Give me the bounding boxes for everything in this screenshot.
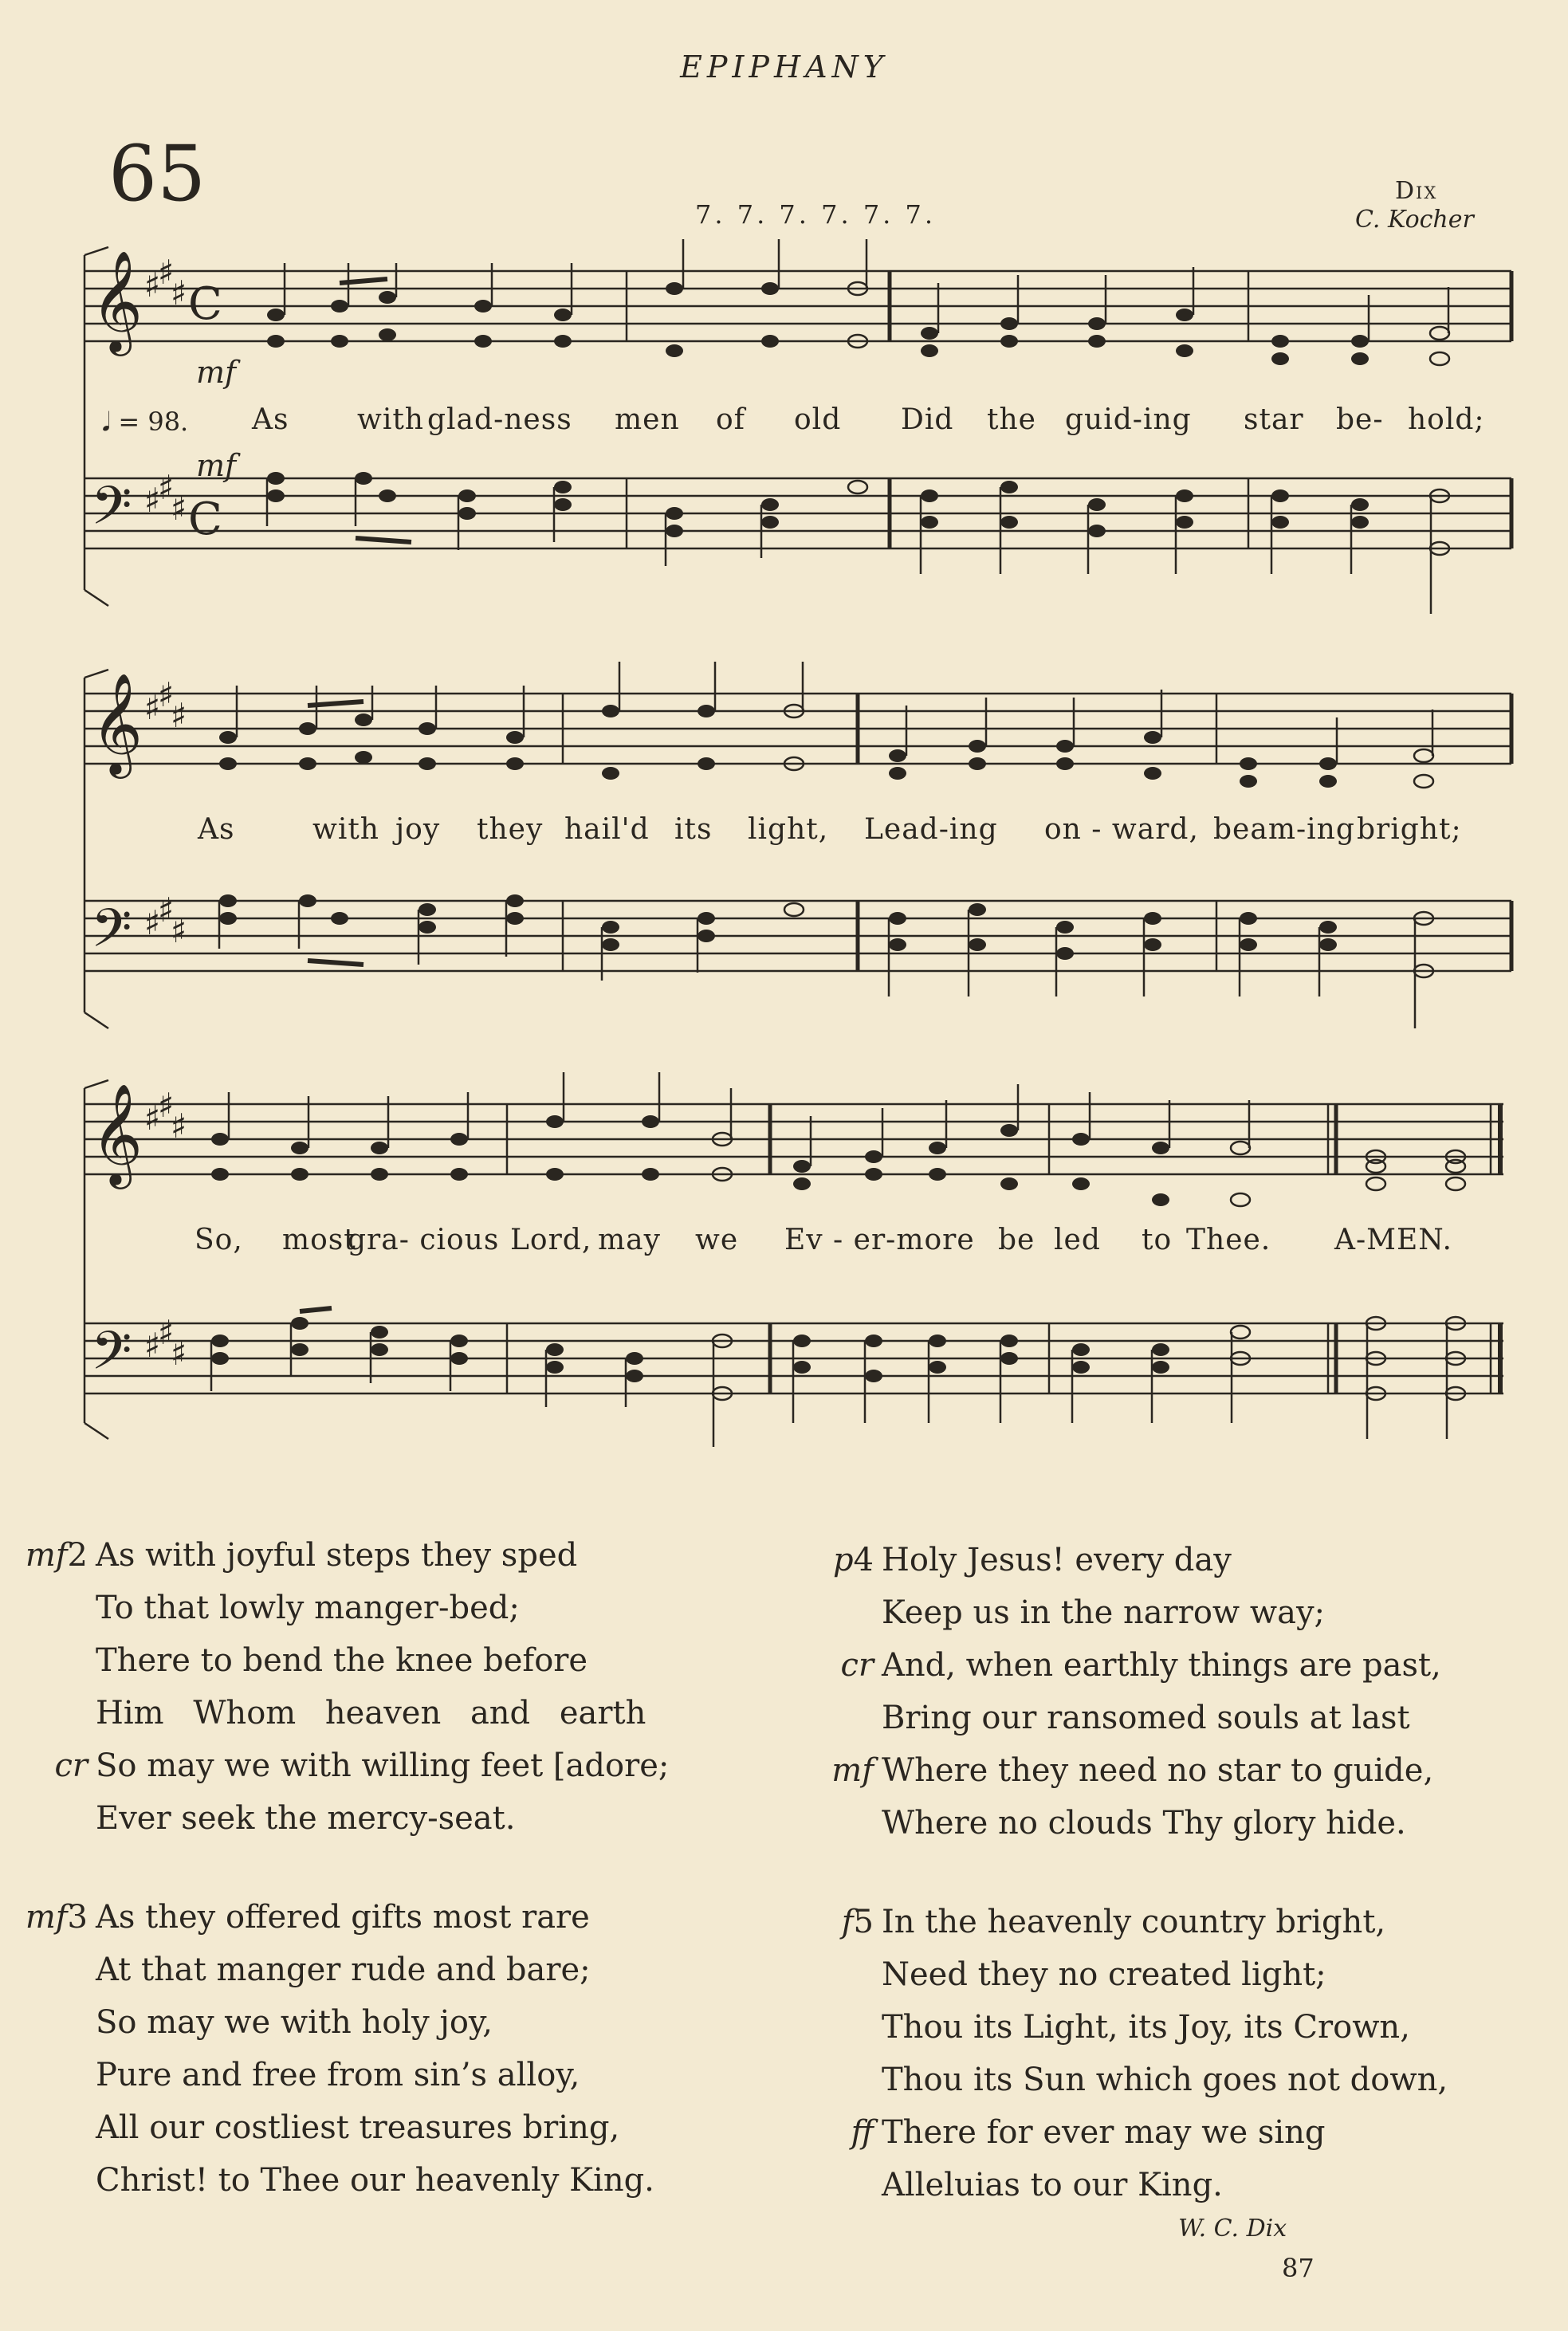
verse-line: Keep us in the narrow way; [882,1594,1326,1631]
svg-text:♯: ♯ [144,903,161,942]
verse-line: Ever seek the mercy-seat. [96,1800,516,1837]
lyric-syllable: we [695,1224,739,1256]
verse-line-mark: ff [851,2114,874,2151]
svg-text:♯: ♯ [171,911,187,950]
verse-line: As with joyful steps they sped [96,1537,578,1574]
verse-3 [25,1891,654,2207]
verse-dynamic: f [841,1904,854,1940]
verse-line: Pure and free from sin’s alloy, [96,2057,580,2093]
verse-line: In the heavenly country bright, [882,1904,1386,1940]
lyric-syllable: joy [395,813,441,846]
lyric-syllable: Did [901,403,954,436]
svg-text:𝄞: 𝄞 [91,672,143,774]
lyric-syllable: men [615,403,680,436]
music-system-1 [69,239,1519,622]
lyric-syllable: Lead-ing [864,813,998,846]
verse-line: Christ! to Thee our heavenly King. [96,2162,654,2199]
verse-line: Where no clouds Thy glory hide. [882,1805,1406,1842]
verse-line-mark: cr [54,1747,88,1784]
svg-text:♯: ♯ [171,489,187,528]
verse-line: There for ever may we sing [882,2114,1326,2151]
lyric-syllable: to [1142,1224,1173,1256]
meter: 7. 7. 7. 7. 7. 7. [695,199,937,230]
lyric-syllable: hold; [1408,403,1485,436]
lyric-syllable: old [794,403,842,436]
verse-line: So may we with holy joy, [96,2004,493,2041]
lyric-syllable: light, [748,813,829,846]
svg-text:♯: ♯ [144,265,161,305]
lyric-syllable: A-MEN. [1334,1224,1452,1256]
verse-line: Thou its Sun which goes not down, [882,2062,1448,2098]
music-system-2 [69,662,1519,1044]
tune-name: Dix [1395,177,1438,205]
lyric-syllable: its [674,813,713,846]
lyric-syllable: Thee. [1186,1224,1271,1256]
verse-5 [841,1896,1448,2211]
lyric-syllable: of [716,403,745,436]
verse-number: 2 [67,1537,88,1574]
verse-line: And, when earthly things are past, [882,1647,1441,1684]
lyric-syllable: As [198,813,235,846]
lyric-syllable: guid-ing [1065,403,1192,436]
verse-line: Need they no created light; [882,1956,1326,1993]
svg-text:♯: ♯ [158,253,175,292]
verse-line: Where they need no star to guide, [882,1752,1434,1789]
svg-text:♯: ♯ [171,1334,187,1373]
svg-text:♯: ♯ [158,1086,175,1125]
lyric-syllable: with [357,403,424,436]
hymn-number: 65 [108,129,206,218]
dynamic-marking-treble: mf [196,355,237,390]
verse-2 [25,1529,670,1845]
verse-line-mark: cr [840,1647,874,1684]
page-number: 87 [1282,2253,1315,2283]
lyric-syllable: Lord, [510,1224,592,1256]
svg-text:♯: ♯ [158,890,175,930]
dynamic-marking-bass: mf [196,448,237,483]
svg-text:♯: ♯ [158,468,175,507]
svg-text:♯: ♯ [171,1107,187,1146]
svg-text:𝄢: 𝄢 [91,475,132,549]
verse-line: As they offered gifts most rare [96,1899,590,1936]
lyric-syllable: As [252,403,289,436]
svg-text:♯: ♯ [144,1326,161,1365]
verse-dynamic: p [832,1542,854,1578]
lyric-syllable: on - ward, [1044,813,1199,846]
svg-text:♯: ♯ [144,1099,161,1138]
verse-line: So may we with willing feet [adore; [96,1747,670,1784]
lyric-syllable: glad-ness [427,403,572,436]
verse-line: Alleluias to our King. [882,2167,1223,2203]
section-title: EPIPHANY [680,49,888,85]
verse-number: 5 [853,1904,874,1940]
svg-text:𝄢: 𝄢 [91,898,132,972]
verse-line: To that lowly manger-bed; [96,1590,520,1626]
lyric-syllable: be- [1336,403,1384,436]
svg-text:𝄞: 𝄞 [91,250,143,352]
svg-text:C: C [188,278,222,330]
lyric-syllable: they [477,813,544,846]
lyric-syllable: star [1244,403,1304,436]
svg-text:C: C [188,493,222,545]
verse-dynamic: mf [25,1537,68,1574]
lyric-syllable: Ev - er-more [784,1224,975,1256]
lyric-syllable: So, [195,1224,243,1256]
music-system-3 [69,1072,1519,1463]
verse-4 [831,1534,1441,1849]
verse-number: 4 [853,1542,874,1578]
lyric-syllable: beam-ing [1213,813,1355,846]
lyric-syllable: hail'd [564,813,650,846]
verse-line: At that manger rude and bare; [96,1952,591,1988]
lyric-syllable: gra- cious [348,1224,500,1256]
lyric-syllable: be [998,1224,1036,1256]
verse-line: There to bend the knee before [96,1642,588,1679]
tempo-marking: 𝅘𝅥 = 98. [102,407,189,437]
text-author: W. C. Dix [1178,2215,1287,2243]
svg-text:𝄢: 𝄢 [91,1320,132,1394]
lyric-syllable: with [312,813,379,846]
svg-text:♯: ♯ [158,675,175,714]
lyric-syllable: most [282,1224,356,1256]
composer: C. Kocher [1355,206,1474,234]
verse-line: Thou its Light, its Joy, its Crown, [882,2009,1410,2046]
verse-number: 3 [67,1899,88,1936]
verse-line: Bring our ransomed souls at last [882,1700,1410,1736]
svg-text:♯: ♯ [171,273,187,313]
svg-text:♯: ♯ [171,696,187,735]
staff-notation [69,662,1519,1044]
verse-line: Holy Jesus! every day [882,1542,1232,1578]
lyric-syllable: led [1054,1224,1101,1256]
lyric-syllable: may [598,1224,661,1256]
svg-text:♯: ♯ [144,688,161,727]
verse-line-mark: mf [831,1752,874,1789]
svg-text:𝄞: 𝄞 [91,1083,143,1185]
staff-notation [69,1072,1519,1463]
svg-text:♯: ♯ [144,481,161,520]
lyric-syllable: the [987,403,1036,436]
verse-dynamic: mf [25,1899,68,1936]
lyric-syllable: bright; [1357,813,1462,846]
verse-line: All our costliest treasures bring, [96,2109,620,2146]
verse-line: Him Whom heaven and earth [96,1695,646,1732]
svg-text:♯: ♯ [158,1313,175,1352]
